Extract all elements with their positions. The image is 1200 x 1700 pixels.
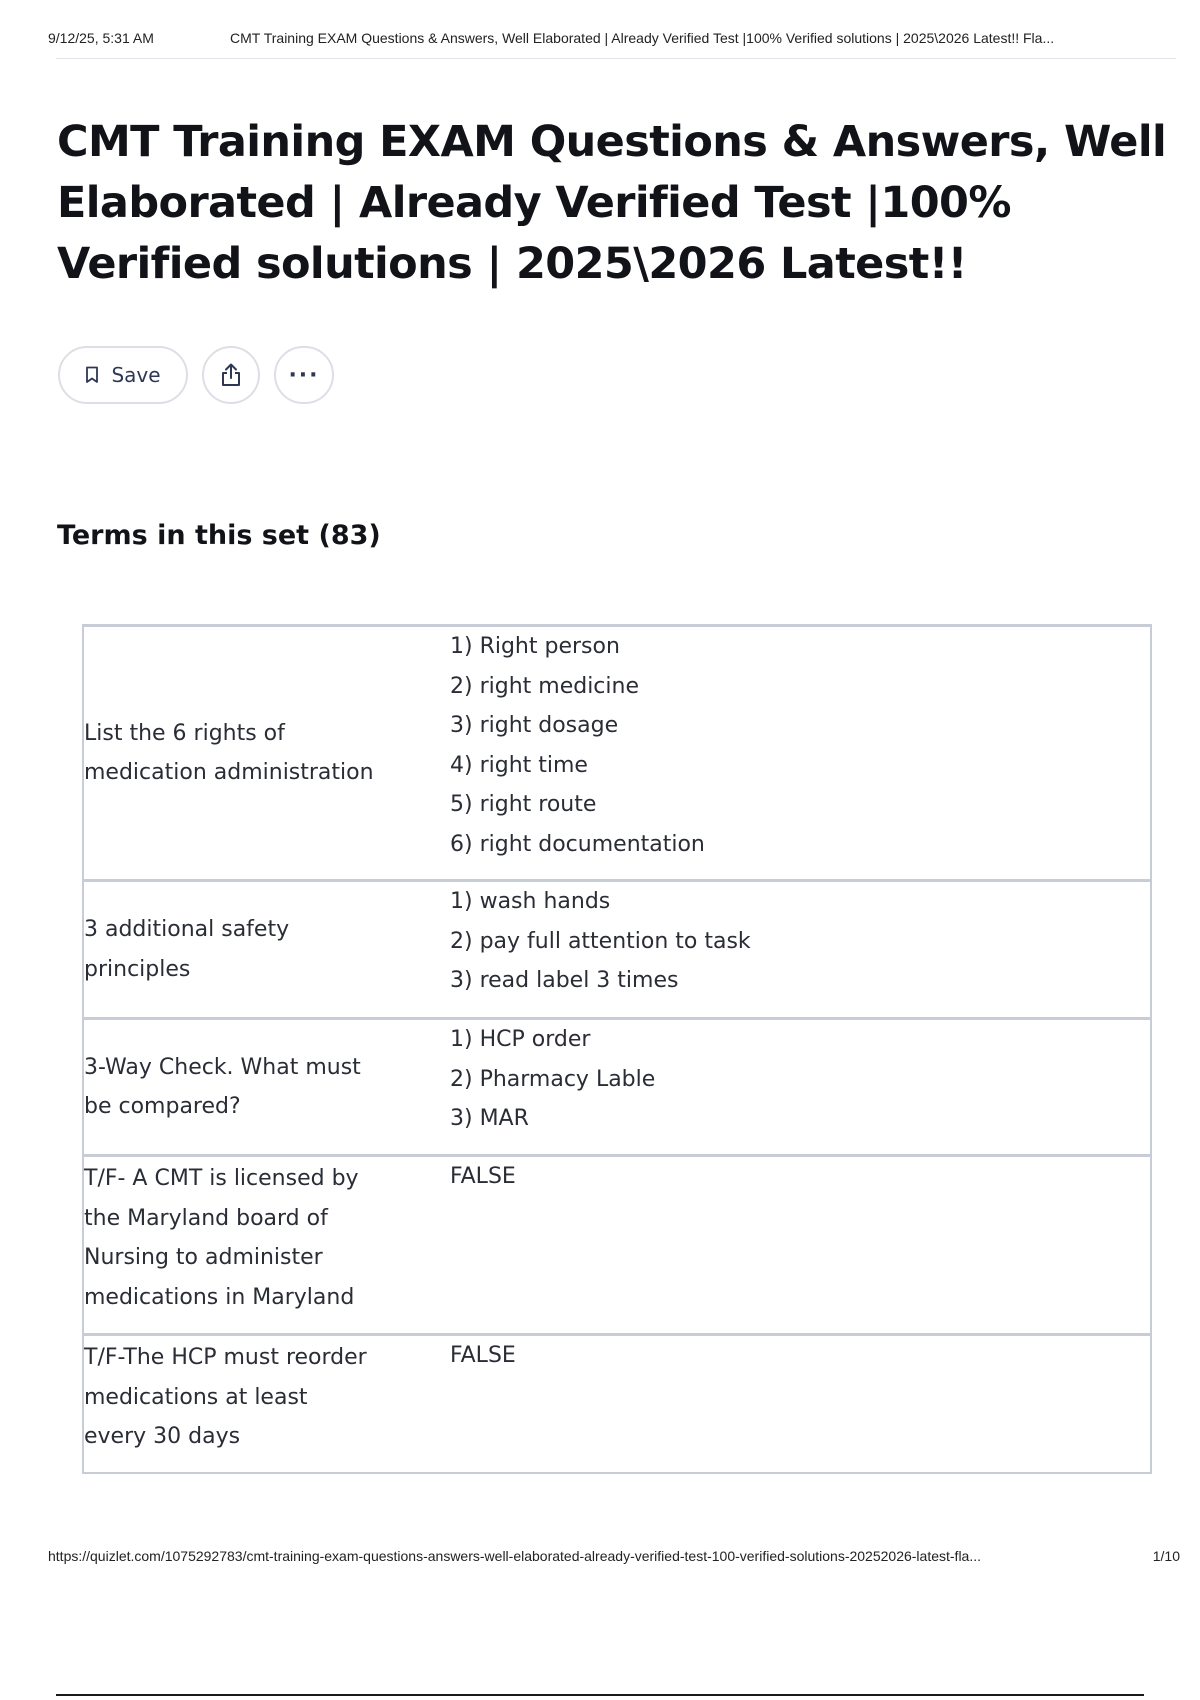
save-button[interactable] xyxy=(58,346,188,404)
term-text: T/F- A CMT is licensed by the Maryland board of Nursing to administer medications in Maryland xyxy=(84,1166,359,1310)
definition-cell xyxy=(402,881,1151,1019)
term-text: 3-Way Check. What must be compared? xyxy=(84,1054,361,1119)
term-row xyxy=(83,1019,1151,1156)
terms-table xyxy=(82,624,1152,1474)
definition-line: 1) Right person xyxy=(450,634,620,659)
term-cell xyxy=(83,626,402,881)
term-text: T/F-The HCP must reorder medications at least every 30 days xyxy=(84,1345,367,1449)
save-label: Save xyxy=(111,363,161,387)
definition-cell xyxy=(402,626,1151,881)
definition-cell xyxy=(402,1335,1151,1474)
definition-line: 5) right route xyxy=(450,792,597,817)
term-row xyxy=(83,626,1151,881)
terms-heading: Terms in this set (83) xyxy=(57,520,381,551)
term-cell xyxy=(83,1156,402,1335)
more-icon: ··· xyxy=(288,362,320,388)
definition-line: 3) right dosage xyxy=(450,713,619,738)
definition-line: 3) read label 3 times xyxy=(450,968,679,993)
definition-line: 2) pay full attention to task xyxy=(450,928,751,954)
term-text: List the 6 rights of medication administration xyxy=(84,720,374,785)
print-footer xyxy=(48,1548,1180,1570)
definition-line: 4) right time xyxy=(450,752,588,778)
definition-cell xyxy=(402,1156,1151,1335)
definition-line: FALSE xyxy=(450,1164,516,1189)
term-row xyxy=(83,1156,1151,1335)
definition-line: 3) MAR xyxy=(450,1106,529,1131)
page-title: CMT Training EXAM Questions & Answers, Well Elaborated | Already Verified Test |100% Verified solutions | 2025\2026 Latest!! xyxy=(57,117,1167,289)
share-icon xyxy=(219,362,243,388)
term-row xyxy=(83,881,1151,1019)
definition-line: 2) Pharmacy Lable xyxy=(450,1066,656,1092)
definition-cell xyxy=(402,1019,1151,1156)
print-doc-title: CMT Training EXAM Questions & Answers, Well Elaborated | Already Verified Test |100% Verified solutions | 2025\2026 Latest!! Fla... xyxy=(230,30,1055,46)
page-number: 1/10 xyxy=(1152,1548,1180,1564)
term-cell xyxy=(83,1335,402,1474)
print-date: 9/12/25, 5:31 AM xyxy=(48,30,154,46)
definition-line: 6) right documentation xyxy=(450,831,705,857)
print-url: https://quizlet.com/1075292783/cmt-training-exam-questions-answers-well-elaborated-already-verified-test-100-verified-solutions-20252026-latest-fla... xyxy=(48,1548,982,1564)
term-cell xyxy=(83,881,402,1019)
bookmark-icon xyxy=(85,366,99,384)
definition-line: 2) right medicine xyxy=(450,673,639,699)
term-cell xyxy=(83,1019,402,1156)
print-header xyxy=(48,30,1178,54)
term-text: 3 additional safety principles xyxy=(84,917,290,982)
definition-line: 1) HCP order xyxy=(450,1027,591,1052)
more-options-button[interactable] xyxy=(274,346,334,404)
term-row xyxy=(83,1335,1151,1474)
definition-line: FALSE xyxy=(450,1343,516,1368)
definition-line: 1) wash hands xyxy=(450,889,611,914)
bottom-divider xyxy=(56,1694,1144,1696)
header-divider xyxy=(56,58,1176,59)
share-button[interactable] xyxy=(202,346,260,404)
